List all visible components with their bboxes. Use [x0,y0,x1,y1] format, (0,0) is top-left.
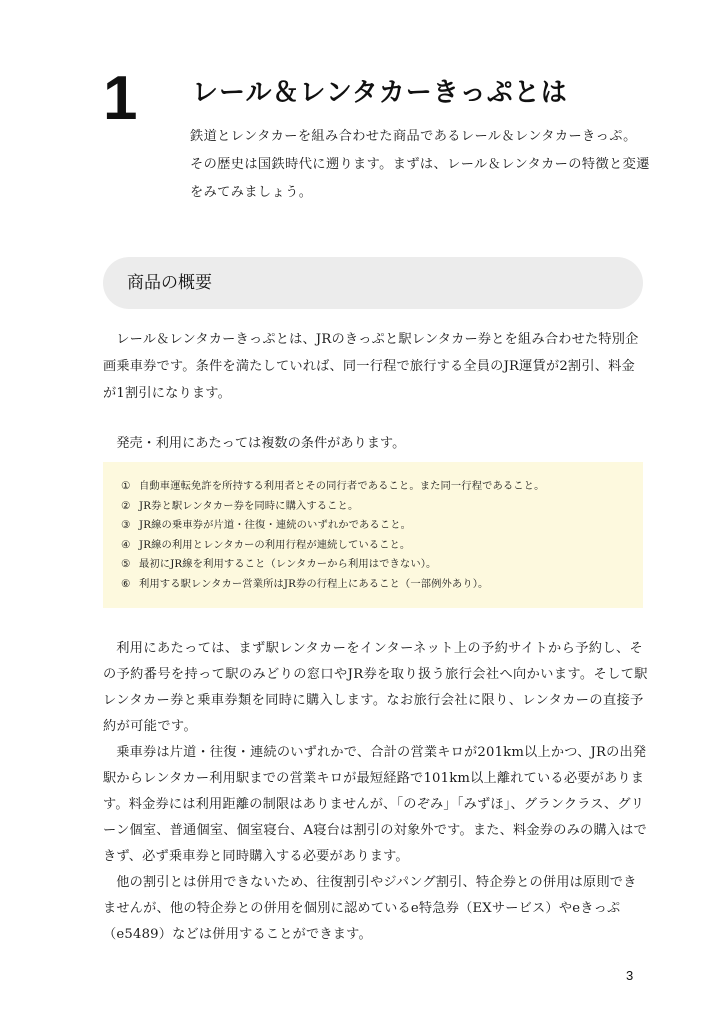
condition-number: ③ [121,519,131,532]
conditions-box [103,462,643,608]
condition-number: ⑥ [121,577,131,590]
condition-item [121,555,643,575]
condition-text: 自動車運転免許を所持する利用者とその同行者であること。また同一行程であること。 [139,480,545,492]
condition-number: ⑤ [121,558,131,571]
condition-text: JR券と駅レンタカー券を同時に購入すること。 [139,499,359,512]
body-paragraph-discounts: 他の割引とは併用できないため、往復割引やジパング割引、特企券との併用は原則できませんが、他の特企券との併用を個別に認めているe特急券（EXサービス）やeきっぷ（e5489）などは併用することができます。 [103,875,637,942]
chapter-title: レール＆レンタカーきっぷとは [192,78,568,108]
section-heading: 商品の概要 [127,273,212,293]
condition-item [121,536,643,556]
chapter-lead-text: 鉄道とレンタカーを組み合わせた商品であるレール＆レンタカーきっぷ。その歴史は国鉄時代に遡ります。まずは、レール＆レンタカーの特徴と変遷をみてみましょう。 [190,129,650,200]
condition-text: JR線の利用とレンタカーの利用行程が連続していること。 [139,538,411,551]
condition-item [121,477,643,497]
condition-number: ④ [121,538,131,551]
condition-text: 最初にJR線を利用すること（レンタカーから利用はできない）。 [139,558,437,571]
condition-text: JR線の乗車券が片道・往復・連続のいずれかであること。 [139,519,412,532]
body-paragraph-overview: レール＆レンタカーきっぷとは、JRのきっぷと駅レンタカー券とを組み合わせた特別企画乗車券です。条件を満たしていれば、同一行程で旅行する全員のJR運賃が2割引、料金が1割引になります。 [103,332,639,401]
condition-number: ① [121,480,131,492]
condition-item [121,516,643,536]
chapter-number: 1 [103,64,138,133]
condition-item [121,497,643,517]
condition-number: ② [121,499,131,512]
condition-text: 利用する駅レンタカー営業所はJR券の行程上にあること（一部例外あり）。 [139,577,489,590]
body-paragraph-ticket-rules: 乗車券は片道・往復・連続のいずれかで、合計の営業キロが201km以上かつ、JRの出発駅からレンタカー利用駅までの営業キロが最短経路で101km以上離れている必要があります。料金券には利用距離の制限はありませんが、「のぞみ」「みずほ」、グランクラス、グリーン個室、普通個室、個室寝台、A寝台は割引の対象外です。また、料金券のみの購入はできず、必ず乗車券と同時購入する必要があります。 [103,745,647,864]
section-heading-bar [103,257,643,309]
condition-item [121,575,643,595]
body-paragraph-conditions-intro: 発売・利用にあたっては複数の条件があります。 [116,436,406,451]
page-number: 3 [626,968,634,983]
body-paragraph-usage: 利用にあたっては、まず駅レンタカーをインターネット上の予約サイトから予約し、その予約番号を持って駅のみどりの窓口やJR券を取り扱う旅行会社へ向かいます。そして駅レンタカー券と乗車券類を同時に購入します。なお旅行会社に限り、レンタカーの直接予約が可能です。 [103,641,648,734]
